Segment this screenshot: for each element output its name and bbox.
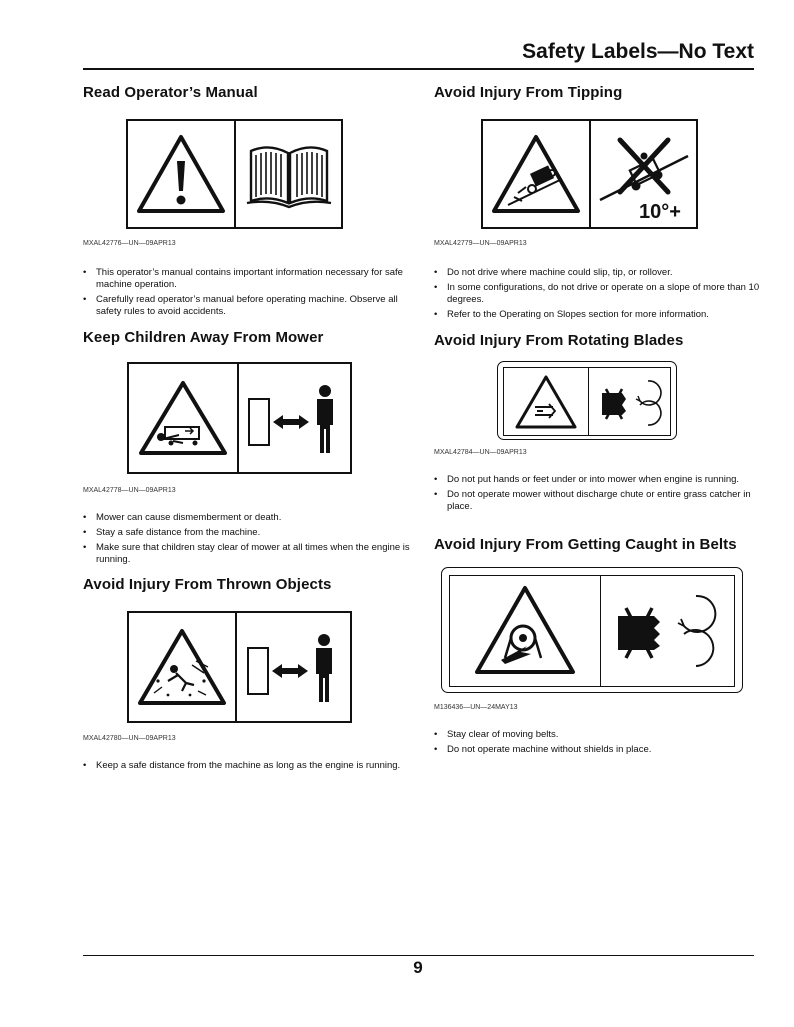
list-item: • Keep a safe distance from the machine as long as the engine is running. [83, 760, 411, 772]
section-rotating-blades [434, 332, 756, 349]
page-title: Safety Labels—No Text [522, 40, 754, 63]
rollover-hazard-icon [483, 121, 589, 227]
list-item: • Do not operate machine without shields in place. [434, 744, 760, 756]
section-heading: Read Operator’s Manual [83, 84, 258, 101]
section-heading: Avoid Injury From Thrown Objects [83, 576, 332, 593]
child-under-mower-hazard-icon [129, 364, 237, 472]
rotating-blade-hazard-icon [504, 368, 588, 435]
list-item: • Do not put hands or feet under or into mower when engine is running. [434, 474, 760, 486]
slope-angle-label: 10°+ [638, 201, 681, 222]
label-code: MXAL42784—UN—09APR13 [434, 449, 527, 456]
blades-safety-label [497, 361, 680, 443]
list-item: • Carefully read operator’s manual before operating machine. Observe all safety rules to avoid accidents. [83, 294, 411, 318]
list-item: • Do not drive where machine could slip, tip, or rollover. [434, 267, 760, 279]
thrown-objects-hazard-icon [129, 613, 235, 721]
footer-divider [83, 955, 754, 956]
section-heading: Avoid Injury From Tipping [434, 84, 623, 101]
label-code: MXAL42779—UN—09APR13 [434, 240, 527, 247]
page-number: 9 [413, 958, 423, 977]
section-thrown-objects [83, 576, 413, 593]
label-code: MXAL42778—UN—09APR13 [83, 487, 176, 494]
list-item: • Stay clear of moving belts. [434, 729, 760, 741]
label-code: MXAL42780—UN—09APR13 [83, 735, 176, 742]
section-heading: Keep Children Away From Mower [83, 329, 324, 346]
section-caught-in-belts [434, 536, 756, 553]
section-read-manual [83, 84, 413, 101]
no-slope-operation-icon [589, 121, 696, 227]
thrown-bullet-list [83, 760, 411, 775]
blades-bullet-list [434, 474, 760, 516]
hand-near-belts-icon [600, 576, 734, 686]
section-avoid-tipping [434, 84, 756, 101]
hand-near-blades-icon [588, 368, 670, 435]
belts-safety-label [441, 567, 746, 695]
open-book-icon [234, 121, 341, 227]
list-item: • Mower can cause dismemberment or death. [83, 512, 411, 524]
section-keep-children-away [83, 329, 413, 346]
thrown-objects-safety-label [127, 611, 352, 723]
list-item: • Refer to the Operating on Slopes section for more information. [434, 309, 760, 321]
list-item: • Make sure that children stay clear of mower at all times when the engine is running. [83, 542, 411, 566]
label-code: M136436—UN—24MAY13 [434, 704, 518, 711]
label-code: MXAL42776—UN—09APR13 [83, 240, 176, 247]
section-heading: Avoid Injury From Rotating Blades [434, 332, 684, 349]
section-heading: Avoid Injury From Getting Caught in Belts [434, 536, 737, 553]
manual-safety-label [126, 119, 343, 229]
belts-bullet-list [434, 729, 760, 759]
list-item: • In some configurations, do not drive or operate on a slope of more than 10 degrees. [434, 282, 760, 306]
warning-triangle-icon [128, 121, 234, 227]
tipping-bullet-list [434, 267, 760, 324]
tipping-safety-label [481, 119, 698, 229]
safe-distance-person-icon [237, 364, 350, 472]
manual-bullet-list [83, 267, 411, 321]
title-divider [83, 68, 754, 70]
list-item: • This operator’s manual contains important information necessary for safe machine operation. [83, 267, 411, 291]
belt-entanglement-hazard-icon [450, 576, 600, 686]
children-safety-label [127, 362, 352, 474]
list-item: • Stay a safe distance from the machine. [83, 527, 411, 539]
safe-distance-person-icon [235, 613, 350, 721]
children-bullet-list [83, 512, 411, 569]
list-item: • Do not operate mower without discharge chute or entire grass catcher in place. [434, 489, 760, 513]
